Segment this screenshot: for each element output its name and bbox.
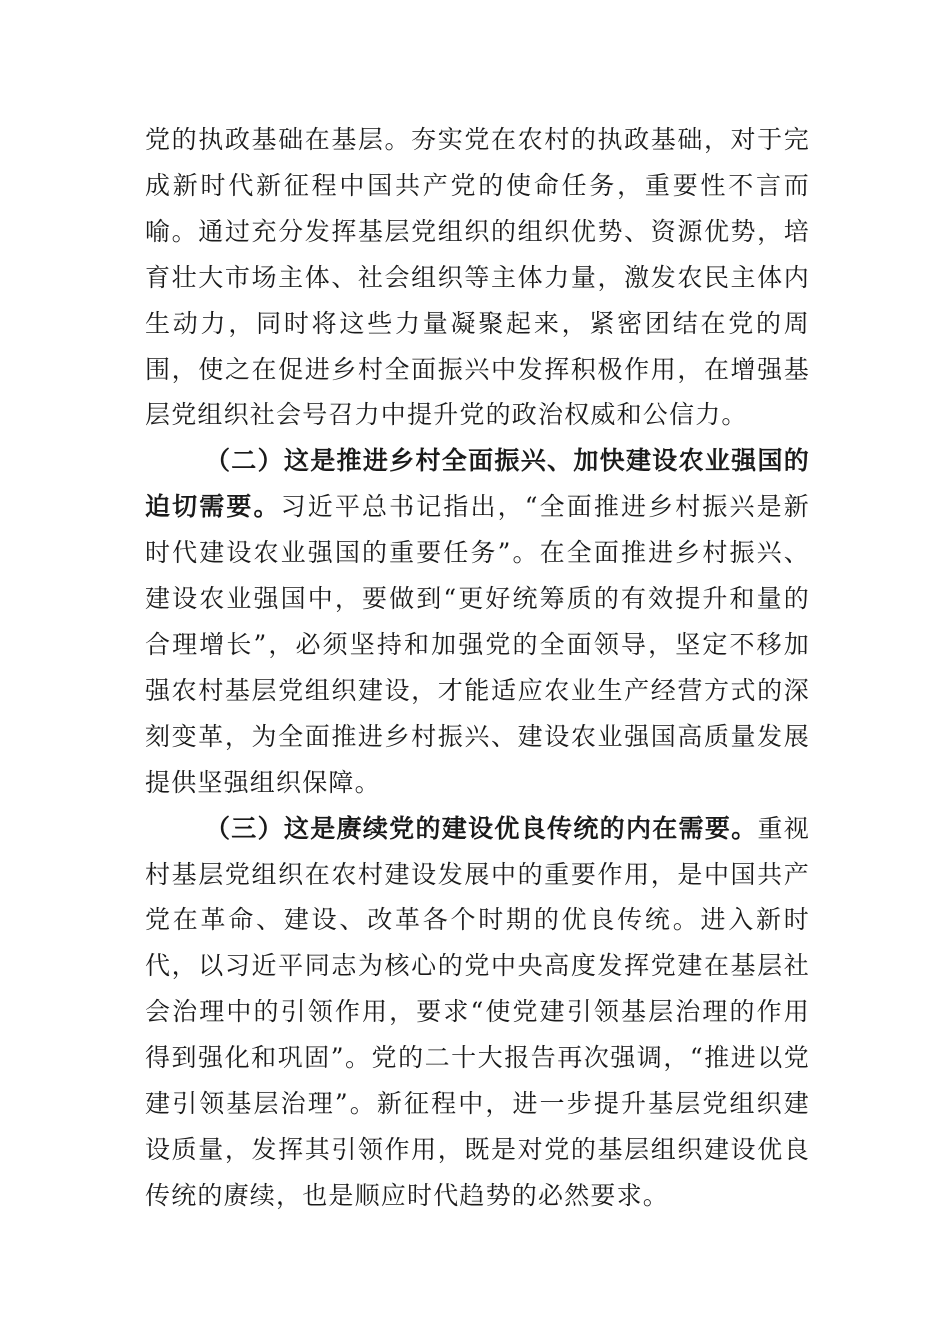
paragraph-text: 习近平总书记指出，“全面推进乡村振兴是新时代建设农业强国的重要任务”。在全面推进乡村振兴、建设农业强国中，要做到“更好统筹质的有效提升和量的合理增长”，必须坚持和加强党的全面领导，坚定不移加强农村基层党组织建设，才能适应农业生产经营方式的深刻变革，为全面推进乡村振兴、建设农业强国高质量发展提供坚强组织保障。 bbox=[145, 492, 810, 797]
section-three-heading: （三）这是赓续党的建设优良传统的内在需要。 bbox=[205, 813, 758, 843]
paragraph-text: 党的执政基础在基层。夯实党在农村的执政基础，对于完成新时代新征程中国共产党的使命任务，重要性不言而喻。通过充分发挥基层党组织的组织优势、资源优势，培育壮大市场主体、社会组织等主体力量，激发农民主体内生动力，同时将这些力量凝聚起来，紧密团结在党的周围，使之在促进乡村全面振兴中发挥积极作用，在增强基层党组织社会号召力中提升党的政治权威和公信力。 bbox=[145, 125, 810, 430]
section-two-heading: （二）这是推进乡村全面振兴、加快建设农业强国的迫切需要。 bbox=[145, 446, 810, 522]
paragraph-section-three bbox=[145, 806, 810, 1219]
paragraph-text: 重视村基层党组织在农村建设发展中的重要作用，是中国共产党在革命、建设、改革各个时期的优良传统。进入新时代，以习近平同志为核心的党中央高度发挥党建在基层社会治理中的引领作用，要求“使党建引领基层治理的作用得到强化和巩固”。党的二十大报告再次强调，“推进以党建引领基层治理”。新征程中，进一步提升基层党组织建设质量，发挥其引领作用，既是对党的基层组织建设优良传统的赓续，也是顺应时代趋势的必然要求。 bbox=[145, 813, 810, 1210]
paragraph-continuation bbox=[145, 117, 810, 438]
paragraph-section-two bbox=[145, 438, 810, 805]
document-body bbox=[145, 117, 810, 1219]
